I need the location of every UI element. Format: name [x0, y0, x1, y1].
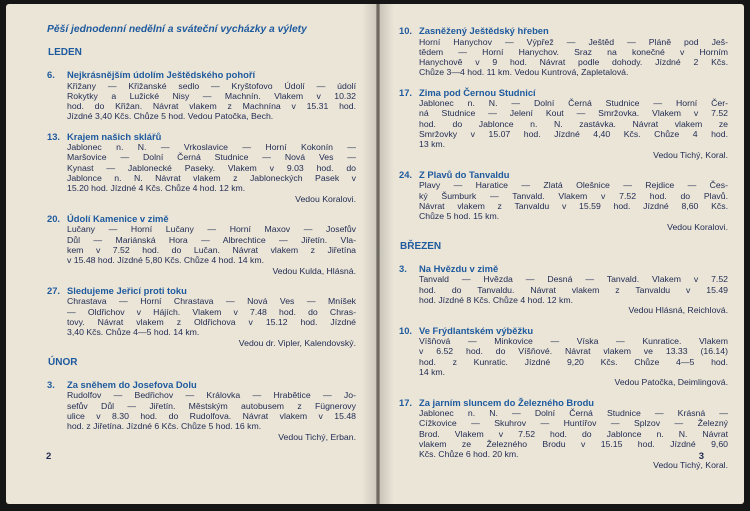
trip-leaders: Vedou dr. Vipler, Kalendovský. [238, 337, 356, 348]
page-number-left: 2 [46, 451, 52, 462]
description-line: Lučany — Horní Lučany — Horní Maxov — Josefův [67, 224, 356, 235]
trip-description [399, 37, 728, 78]
trip-name: Údolí Kamenice v zimě [67, 212, 169, 224]
trip-day: 10. [399, 324, 413, 336]
description-line: Jablonec n. N. — Vrkoslavice — Horní Kokonín — [67, 142, 356, 153]
trip-title [47, 285, 356, 297]
trip-description [399, 336, 728, 377]
trip-name: Nejkrásnějším údolím Ještědského pohoří [67, 69, 256, 80]
description-line: Kynast — Jablonecké Paseky. Vlakem v 9.03 hod. do [67, 162, 356, 173]
description-line: Chůze 5 hod. 15 km. [419, 211, 500, 222]
trip-name: Za jarním sluncem do Železného Brodu [419, 396, 595, 408]
trip-name: Zima pod Černou Studnicí [419, 86, 536, 98]
right-page-content [380, 4, 744, 479]
trip-entry [47, 69, 356, 122]
description-line: Plavy — Haratice — Zlatá Olešnice — Rejdice — Čes- [419, 180, 728, 191]
trip-name: Z Plavů do Tanvaldu [419, 168, 510, 180]
trip-description [399, 98, 728, 149]
trip-leaders: Vedou Tichý, Erban. [278, 431, 356, 442]
trip-entry [399, 263, 728, 316]
description-line: ná Studnice — Jelení Kout — Smržovka. Vlakem v 7.52 [419, 108, 728, 119]
trip-title [399, 87, 728, 99]
description-line: Víšňová — Minkovice — Víska — Kunratice. Vlakem [419, 336, 728, 347]
trip-title [47, 379, 356, 391]
trip-day: 17. [399, 86, 413, 98]
trip-title [47, 69, 356, 81]
trip-day: 24. [399, 168, 413, 180]
trip-day: 20. [47, 212, 61, 224]
trip-title [47, 213, 356, 225]
description-line: Cížkovice — Skuhrov — Huntířov — Splzov — Železný [419, 418, 728, 429]
description-line: Maršovice — Dolní Černá Studnice — Nová Ves — [67, 152, 356, 163]
description-line: Důl — Mariánská Hora — Albrechtice — Jiřetín. Vla- [67, 234, 356, 245]
description-line: ký Šumburk — Tanvald. Vlakem v 7.52 hod. do Plavů. [419, 190, 728, 201]
description-line: Jablonec n. N. — Dolní Černá Studnice — Horní Čer- [419, 98, 728, 109]
description-line: hod. do Jablonce n. N. zastávka. Návrat vlakem ze [419, 118, 728, 129]
description-line: tovy. Návrat vlakem z Oldřichova v 15.12 hod. Jízdné [67, 317, 356, 328]
trip-name: Ve Frýdlantském výběžku [419, 324, 534, 336]
page-header: Pěší jednodenní nedělní a sváteční vycházky a výlety [47, 24, 307, 35]
description-line: Brod. Vlakem v 7.52 hod. do Jablonce n. N. Návrat [419, 428, 728, 439]
left-page [6, 4, 376, 504]
description-line: hod. Jízdné 8 Kčs. Chůze 4 hod. 12 km. [419, 295, 574, 306]
trip-day: 27. [47, 284, 61, 296]
description-line: Hanychově v 9 hod. Návrat podle dohody. Jízdné 2 Kčs. [419, 57, 728, 68]
trip-day: 17. [399, 396, 413, 408]
trip-name: Krajem našich sklářů [67, 130, 162, 142]
trip-title [47, 131, 356, 143]
trip-description [47, 224, 356, 265]
trip-title [399, 263, 728, 275]
description-line: sefův Důl — Jiřetín. Městským autobusem z Fügnerovy [67, 400, 356, 411]
right-page [380, 4, 744, 504]
trip-entry [47, 213, 356, 276]
trip-name: Sledujeme Jeřicí proti toku [67, 284, 187, 296]
trip-name: Na Hvězdu v zimě [419, 262, 499, 274]
description-line: — Oldřichov v Hájích. Vlakem v 7.48 hod. do Chras- [67, 306, 356, 317]
description-line: Kčs. Chůze 6 hod. 20 km. [419, 449, 519, 460]
description-line: hod. z Kunratic. Jízdné 9,20 Kčs. Chůze 4—5 hod. [419, 356, 728, 367]
description-line: Jablonce n. N. Návrat vlakem z Jabloneckých Pasek v [67, 173, 356, 184]
trip-day: 3. [47, 378, 55, 390]
description-line: 14 km. [419, 367, 446, 378]
trip-description [47, 142, 356, 193]
description-line: Chrastava — Horní Chrastava — Nová Ves — Mníšek [67, 296, 356, 307]
trip-description [399, 180, 728, 221]
trip-description [47, 81, 356, 122]
trip-day: 3. [399, 262, 407, 274]
month-heading: LEDEN [48, 47, 82, 58]
description-line: hod. z Jiřetína. Jízdné 6 Kčs. Chůze 5 hod. 16 km. [67, 421, 262, 432]
description-line: v 6.52 hod. do Víšňové. Návrat vlakem ve 13.33 (16.14) [419, 346, 728, 357]
description-line: Horní Hanychov — Výpřež — Ještěd — Pláně pod Ješ- [419, 36, 728, 47]
trip-leaders: Vedou Koralovi. [295, 193, 356, 204]
description-line: 13 km. [419, 139, 446, 150]
trip-entry [399, 25, 728, 78]
description-line: Křižany — Křižanské sedlo — Kryštofovo Údolí — údolí [67, 80, 356, 91]
trip-entry [399, 169, 728, 232]
description-line: hod. do Tanvaldu. Návrat vlakem z Tanvaldu v 15.49 [419, 284, 728, 295]
description-line: 3,40 Kčs. Chůze 4—5 hod. 14 km. [67, 327, 200, 338]
trip-day: 10. [399, 25, 413, 36]
description-line: tědem — Horní Hanychov. Sraz na konečné v Horním [419, 46, 728, 57]
description-line: Návrat vlakem z Tanvaldu v 15.59 hod. Jízdné 8,60 Kčs. [419, 201, 728, 212]
trip-leaders: Vedou Kulda, Hlásná. [272, 265, 356, 276]
description-line: Smržovky v 15.07 hod. Jízdné 4,40 Kčs. Chůze 4 hod. [419, 129, 728, 140]
trip-description [399, 274, 728, 305]
page-number-right: 3 [698, 451, 704, 462]
trip-leaders: Vedou Hlásná, Reichlová. [628, 305, 728, 316]
trip-entry [399, 397, 728, 470]
trip-leaders: Vedou Tichý, Koral. [653, 149, 728, 160]
description-line: Tanvald — Hvězda — Desná — Tanvald. Vlakem v 7.52 [419, 274, 728, 285]
description-line: Chůze 3—4 hod. 11 km. Vedou Kuntrová, Zapletalová. [419, 67, 629, 78]
description-line: Rudolfov — Bedřichov — Královka — Hrabětice — Jo- [67, 390, 356, 401]
trip-day: 6. [47, 69, 55, 80]
description-line: v 15.48 hod. Jízdné 5,80 Kčs. Chůze 4 hod. 14 km. [67, 255, 265, 266]
trip-leaders: Vedou Koralovi. [667, 221, 728, 232]
trip-entry [47, 379, 356, 442]
description-line: ulice v 8.30 hod. do Rudolfova. Návrat vlakem v 15.48 [67, 411, 356, 422]
trip-entry [399, 87, 728, 160]
trip-entry [47, 131, 356, 204]
trip-day: 13. [47, 130, 61, 142]
left-page-content [6, 4, 376, 451]
month-heading: BŘEZEN [400, 240, 442, 252]
description-line: kem v 7.52 hod. do Lučan. Návrat vlakem z Jiřetína [67, 245, 356, 256]
trip-title [399, 325, 728, 337]
trip-description [47, 390, 356, 431]
description-line: Rokytky a Lužické Nisy — Machnín. Vlakem v 10.32 [67, 90, 356, 101]
description-line: hod. do Křižan. Návrat vlakem z Machnína v 15.31 hod. [67, 101, 356, 112]
trip-entry [399, 325, 728, 388]
trip-title [399, 397, 728, 409]
trip-name: Zasněžený Ještědský hřeben [419, 25, 549, 36]
trip-entry [47, 285, 356, 348]
description-line: Jablonec n. N. — Dolní Černá Studnice — Krásná — [419, 408, 728, 419]
description-line: vlakem ze Železného Brodu v 15.15 hod. Jízdné 9,60 [419, 439, 728, 450]
trip-description [47, 296, 356, 337]
trip-title [399, 169, 728, 181]
trip-title [399, 25, 728, 37]
trip-leaders: Vedou Tichý, Koral. [653, 459, 728, 470]
trip-name: Za sněhem do Josefova Dolu [67, 378, 197, 390]
description-line: Jízdné 3,40 Kčs. Chůze 5 hod. Vedou Patočka, Bech. [67, 111, 274, 122]
month-heading: ÚNOR [48, 356, 78, 368]
trip-leaders: Vedou Patočka, Deimlingová. [614, 377, 728, 388]
trip-description [399, 408, 728, 459]
description-line: 15.20 hod. Jízdné 4 Kčs. Chůze 4 hod. 12 km. [67, 183, 246, 194]
